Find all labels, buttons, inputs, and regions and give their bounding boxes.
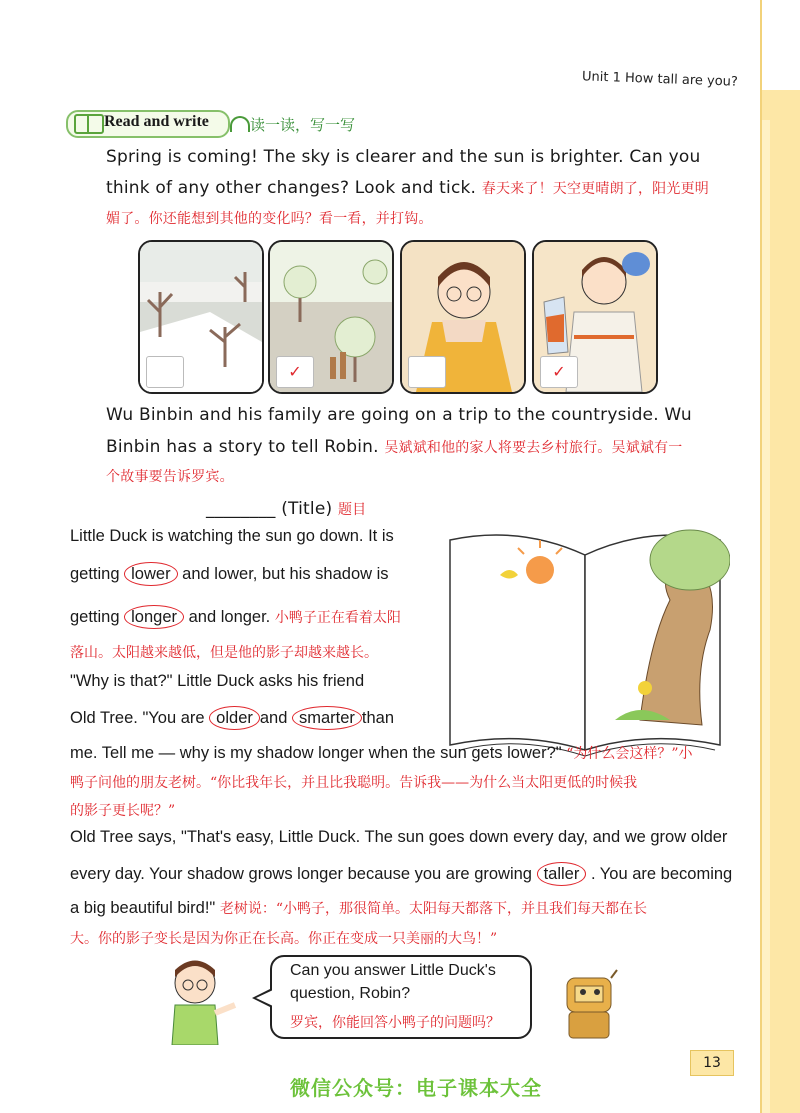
- circled-word: lower: [124, 562, 177, 586]
- story-line-2: getting lower and lower, but his shadow is: [70, 562, 389, 586]
- panel-green-trees: [268, 240, 394, 394]
- circled-word: smarter: [292, 706, 362, 730]
- story-cn-3a: 老树说：“小鸭子，那很简单。太阳每天都落下，并且我们每天都在长: [219, 901, 648, 917]
- story-line-5: Old Tree. "You are older and smarter than: [70, 706, 394, 730]
- story-cn-2c: 的影子更长呢？”: [70, 803, 176, 819]
- story-cn-1b: 落山。太阳越来越低，但是他的影子却越来越长。: [70, 644, 378, 660]
- story-cn-1a: 小鸭子正在看着太阳: [274, 610, 401, 626]
- story-cn-2a: “为什么会这样？”小: [566, 746, 693, 762]
- story-cn-3b: 大。你的影子变长是因为你正在长高。你正在变成一只美丽的大鸟！”: [70, 931, 498, 947]
- bubble-tail-inner: [256, 990, 273, 1006]
- story-line-4: "Why is that?" Little Duck asks his friend: [70, 672, 365, 690]
- bubble-line-2: question, Robin?: [290, 985, 411, 1002]
- unit-header: Unit 1 How tall are you?: [581, 69, 739, 90]
- bubble-line-1: Can you answer Little Duck's: [290, 962, 496, 979]
- story-cn-2b: 鸭子问他的朋友老树。“你比我年长，并且比我聪明。告诉我——为什么当太阳更低的时候我: [70, 775, 638, 791]
- headphone-icon: [230, 116, 250, 132]
- intro-line-2: think of any other changes? Look and tick. 春天来了！天空更晴朗了，阳光更明: [106, 178, 709, 198]
- book-icon: [74, 114, 104, 134]
- panel-snow-trees: [138, 240, 264, 394]
- title-line: [206, 494, 366, 526]
- intro-line-1: Spring is coming! The sky is clearer and the sun is brighter. Can you: [106, 147, 701, 167]
- circled-word: taller: [537, 862, 587, 886]
- circled-word: older: [209, 706, 260, 730]
- section-title-cn: 读一读，写一写: [250, 116, 356, 134]
- tick-box[interactable]: [146, 356, 184, 388]
- title-cn: 题目: [337, 502, 367, 518]
- intro-cn-a: 春天来了！天空更晴朗了，阳光更明: [481, 181, 709, 197]
- panel-cold-boy: [400, 240, 526, 394]
- circled-word: longer: [124, 605, 184, 629]
- trip-cn-a: 吴斌斌和他的家人将要去乡村旅行。吴斌斌有一: [384, 440, 683, 456]
- section-title: Read and write: [104, 113, 209, 130]
- bubble-cn: 罗宾，你能回答小鸭子的问题吗？: [290, 1015, 500, 1031]
- page-number: 13: [690, 1050, 734, 1076]
- tick-box[interactable]: ✓: [540, 356, 578, 388]
- story-line-8: every day. Your shadow grows longer because you are growing taller . You are becoming: [70, 862, 732, 886]
- panel-boy-clothes: [532, 240, 658, 394]
- watermark: 微信公众号：电子课本大全: [290, 1076, 542, 1100]
- story-line-9: a big beautiful bird!" 老树说：“小鸭子，那很简单。太阳每天都落下，并且我们每天都在长: [70, 899, 648, 917]
- story-line-3: getting longer and longer. 小鸭子正在看着太阳: [70, 605, 401, 629]
- story-line-6: me. Tell me — why is my shadow longer when the sun gets lower?" “为什么会这样？”小: [70, 744, 693, 762]
- title-blank[interactable]: ________: [206, 499, 276, 519]
- robot-character: [555, 968, 625, 1040]
- story-line-7: Old Tree says, "That's easy, Little Duck. The sun goes down every day, and we grow older: [70, 828, 728, 846]
- story-illustration: [440, 520, 730, 760]
- story-line-1: Little Duck is watching the sun go down. It is: [70, 527, 394, 545]
- tick-box[interactable]: [408, 356, 446, 388]
- title-label: (Title): [281, 499, 333, 519]
- trip-line-2: Binbin has a story to tell Robin. 吴斌斌和他的家人将要去乡村旅行。吴斌斌有一: [106, 437, 683, 457]
- trip-line-1: Wu Binbin and his family are going on a trip to the countryside. Wu: [106, 405, 692, 425]
- intro-cn-b: 媚了。你还能想到其他的变化吗？看一看，并打钩。: [106, 211, 433, 227]
- boy-character: [160, 955, 240, 1045]
- tick-box[interactable]: ✓: [276, 356, 314, 388]
- trip-cn-b: 个故事要告诉罗宾。: [106, 469, 234, 485]
